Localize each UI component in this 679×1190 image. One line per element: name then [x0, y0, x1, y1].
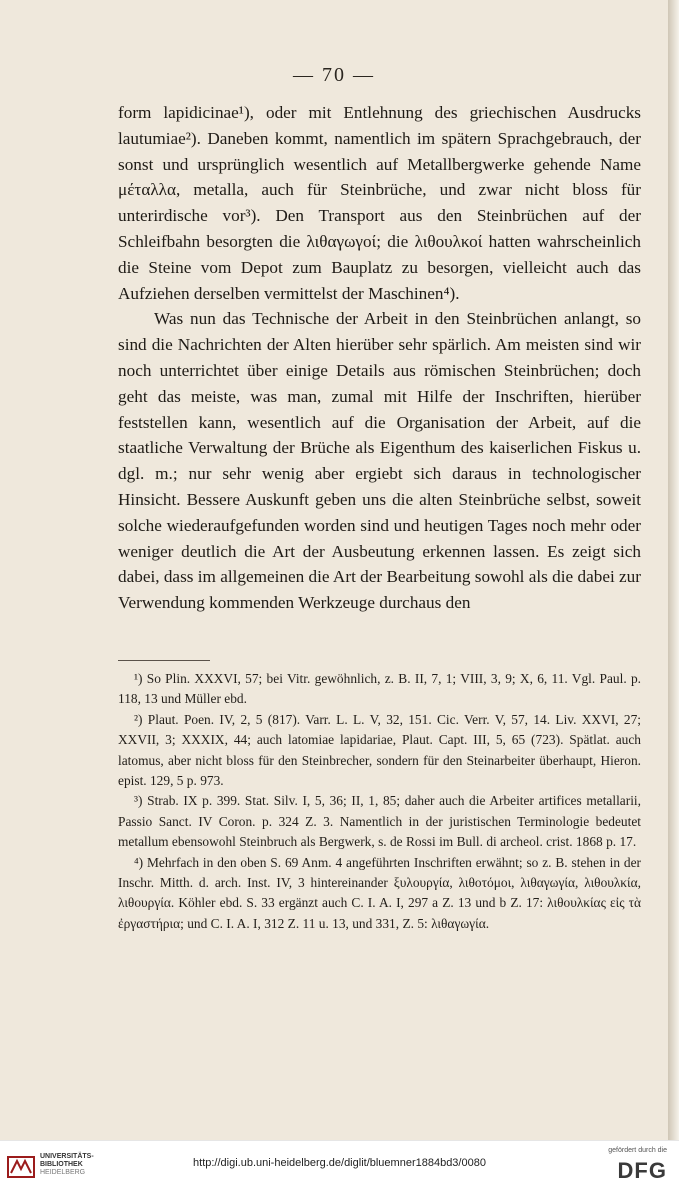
footnote-1: ¹) So Plin. XXXVI, 57; bei Vitr. gewöhnlich, z. B. II, 7, 1; VIII, 3, 9; X, 6, 11. Vgl. Paul. p. 118, 13 und Müller ebd. [118, 671, 641, 707]
paragraph-2: Was nun das Technische der Arbeit in den Steinbrüchen anlangt, so sind die Nachrichten der Alten hierüber sehr spärlich. Am meisten sind wir noch unterrichtet über einige Details aus römischen Steinbrüchen; doch geht das meiste, was man, zumal mit Hilfe der Inschriften, hierüber feststellen kann, wesentlich auf die Organisation der Arbeit, auf die staatliche Verwaltung der Brüche als Eigenthum des kaiserlichen Fiskus u. dgl. m.; nur sehr wenig aber ergiebt sich daraus in technologischer Hinsicht. Bessere Auskunft geben uns die alten Steinbrüche selbst, soweit solche wiederaufgefunden worden sind und heutigen Tages noch mehr oder weniger deutlich die Art der Ausbeutung erkennen lassen. Es zeigt sich dabei, dass im allgemeinen die Art der Bearbeitung sowohl als die dabei zur Verwendung kommenden Werkzeuge durchaus den [118, 309, 641, 613]
library-name: UNIVERSITÄTS- BIBLIOTHEK HEIDELBERG [40, 1153, 94, 1176]
page-number: — 70 — [293, 64, 375, 86]
source-url-link[interactable]: http://digi.ub.uni-heidelberg.de/diglit/bluemner1884bd3/0080 [193, 1157, 486, 1169]
body-text [118, 100, 641, 616]
footnote-3: ³) Strab. IX p. 399. Stat. Silv. I, 5, 36; II, 1, 85; daher auch die Arbeiter artifices metallarii, Passio Sanct. IV Coron. p. 324 Z. 3. Namentlich in der juristischen Terminologie bedeutet metallum ebensowohl Steinbruch als Bergwerk, s. de Rossi im Bull. di archeol. crist. 1868 p. 17. [118, 793, 641, 850]
paragraph-1: form lapidicinae¹), oder mit Entlehnung des griechischen Ausdrucks lautumiae²). Daneben kommt, namentlich im spätern Sprachgebrauch, der sonst und ursprünglich wesentlich auf Metallbergwerke gehende Name μέταλλα, metalla, auch für Steinbrüche, und zwar nicht bloss für unterirdische vor³). Den Transport aus den Steinbrüchen auf der Schleifbahn besorgten die λιθαγωγοί; die λιθουλκοί hatten wahrscheinlich die Steine vom Depot zum Bauplatz zu besorgen, vielleicht auch das Aufziehen derselben vermittelst der Maschinen⁴). [118, 103, 641, 303]
footnote-rule [118, 660, 210, 661]
footnote-2: ²) Plaut. Poen. IV, 2, 5 (817). Varr. L. L. V, 32, 151. Cic. Verr. V, 57, 14. Liv. XXVI, 27; XXVII, 3; XXXIX, 44; auch latomiae lapidariae, Plaut. Capt. III, 5, 65 (723). Spätlat. auch latomus, aber nicht bloss für den Steinbrecher, sondern für den Steinarbeiter überhaupt, Hieron. epist. 129, 5 p. 973. [118, 711, 641, 789]
page-edge [668, 0, 679, 1140]
dfg-logo: DFG [617, 1158, 667, 1183]
funded-by-label: gefördert durch die [608, 1147, 667, 1154]
footnotes [118, 669, 641, 934]
footnote-4: ⁴) Mehrfach in den oben S. 69 Anm. 4 angeführten Inschriften erwähnt; so z. B. stehen in der Inschr. Mitth. d. arch. Inst. IV, 3 hintereinander ξυλουργία, λιθοτόμοι, λιθαγωγία, λιθουλκία, λιθουργία. Köhler ebd. S. 33 ergänzt auch C. I. A. I, 297 a Z. 13 und b Z. 17: λιθουλκίας εἰς τὰ ἐργαστήρια; und C. I. A. I, 312 Z. 11 u. 13, und 331, Z. 5: λιθαγωγία. [118, 854, 641, 931]
footer-bar [0, 1140, 679, 1190]
